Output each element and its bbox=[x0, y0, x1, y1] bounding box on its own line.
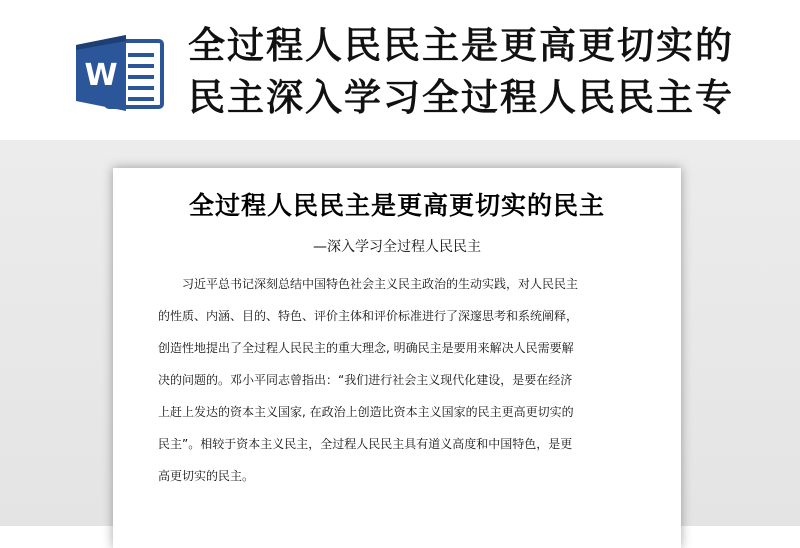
body-line: 习近平总书记深刻总结中国特色社会主义民主政治的生动实践，对人民民主 bbox=[182, 277, 579, 291]
banner bbox=[0, 0, 800, 140]
word-document-icon bbox=[76, 33, 166, 113]
body-line: 民主”。相较于资本主义民主，全过程人民民主具有道义高度和中国特色，是更 bbox=[158, 437, 573, 451]
body-line: 创造性地提出了全过程人民民主的重大理念, 明确民主是要用来解决人民需要解 bbox=[158, 341, 574, 355]
document-page bbox=[113, 168, 681, 548]
document-title: 全过程人民民主是更高更切实的民主 bbox=[188, 191, 605, 220]
document-subtitle: —深入学习全过程人民民主 bbox=[313, 239, 481, 255]
body-line: 上赶上发达的资本主义国家, 在政治上创造比资本主义国家的民主更高更切实的 bbox=[158, 405, 574, 419]
banner-title bbox=[188, 20, 788, 124]
body-line: 决的问题的。邓小平同志曾指出：“我们进行社会主义现代化建设，是要在经济 bbox=[158, 373, 573, 387]
logo-letter: W bbox=[84, 58, 118, 93]
body-line: 的性质、内涵、目的、特色、评价主体和评价标准进行了深邃思考和系统阐释， bbox=[158, 309, 579, 323]
body-line: 高更切实的民主。 bbox=[158, 469, 255, 483]
banner-title-line-2: 民主深入学习全过程人民民主专 bbox=[188, 76, 734, 119]
banner-title-line-1: 全过程人民民主是更高更切实的 bbox=[188, 24, 734, 67]
document-body bbox=[158, 268, 638, 492]
